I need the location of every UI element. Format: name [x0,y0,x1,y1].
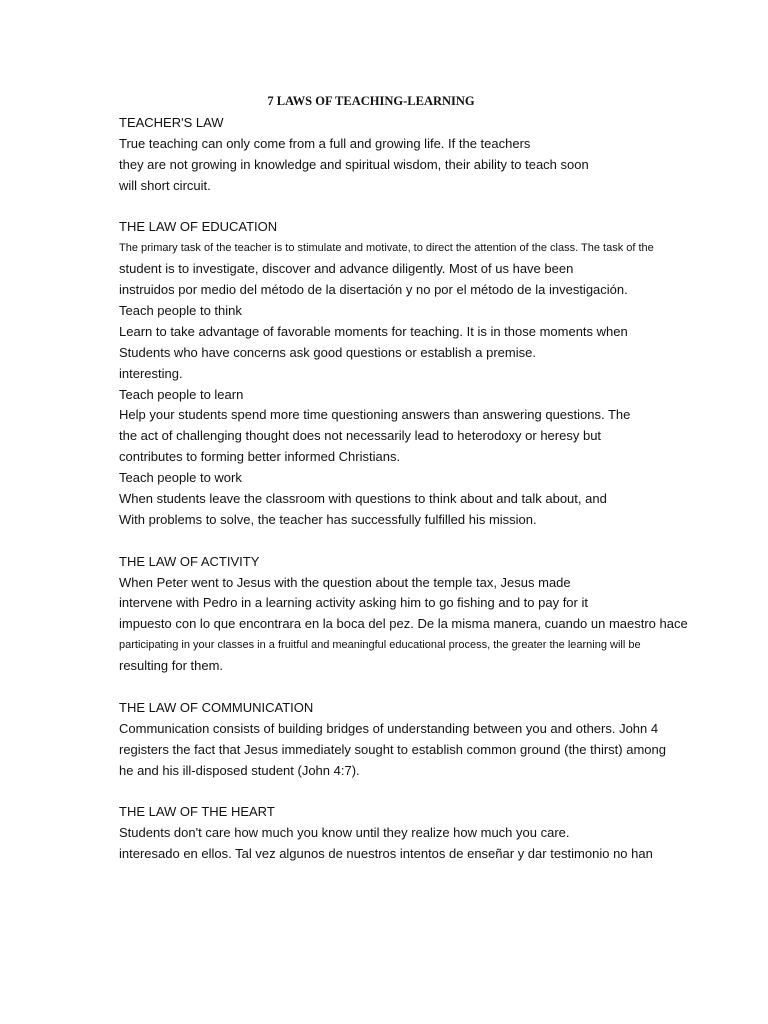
paragraph-line: When students leave the classroom with questions to think about and talk about, and [119,491,607,507]
section [119,217,739,530]
section [119,552,739,677]
paragraph-line: Students who have concerns ask good questions or establish a premise. [119,344,536,360]
paragraph-line: instruidos por medio del método de la disertación y no por el método de la investigación. [119,282,628,298]
paragraph-line: will short circuit. [119,177,211,193]
section [119,698,739,782]
section-gap [119,782,739,803]
paragraph-line: Teach people to learn [119,386,244,402]
paragraph-line: the act of challenging thought does not necessarily lead to heterodoxy or heresy but [119,428,602,444]
section [119,113,739,197]
paragraph-line: Students don't care how much you know until they realize how much you care. [119,825,570,841]
paragraph-line: Help your students spend more time questioning answers than answering questions. The [119,407,631,423]
paragraph-line: contributes to forming better informed Christians. [119,449,401,465]
section-heading: THE LAW OF COMMUNICATION [119,699,314,715]
paragraph-line: When Peter went to Jesus with the question about the temple tax, Jesus made [119,574,571,590]
paragraph-line: they are not growing in knowledge and spiritual wisdom, their ability to teach soon [119,156,589,172]
paragraph-line: Teach people to think [119,303,242,319]
section-gap [119,531,739,552]
paragraph-line: The primary task of the teacher is to stimulate and motivate, to direct the attention of the class. The task of the [119,242,654,255]
section-heading: THE LAW OF THE HEART [119,804,275,820]
paragraph-line: intervene with Pedro in a learning activity asking him to go fishing and to pay for it [119,595,588,611]
paragraph-line: participating in your classes in a fruitful and meaningful educational process, the greater the learning will be [119,639,641,652]
paragraph-line: interesting. [119,365,183,381]
paragraph-line: impuesto con lo que encontrara en la boca del pez. De la misma manera, cuando un maestro hace [119,616,688,632]
paragraph-line: registers the fact that Jesus immediately sought to establish common ground (the thirst) among [119,741,666,757]
section-heading: TEACHER'S LAW [119,115,224,130]
paragraph-line: With problems to solve, the teacher has successfully fulfilled his mission. [119,511,537,527]
document-body [119,113,739,865]
paragraph-line: Communication consists of building bridges of understanding between you and others. John 4 [119,720,659,736]
section-gap [119,197,739,218]
section-heading: THE LAW OF EDUCATION [119,219,278,235]
section-gap [119,677,739,698]
paragraph-line: student is to investigate, discover and advance diligently. Most of us have been [119,261,574,277]
paragraph-line: he and his ill-disposed student (John 4:7). [119,762,360,778]
paragraph-line: interesado en ellos. Tal vez algunos de nuestros intentos de enseñar y dar testimonio no han [119,846,653,862]
paragraph-line: Learn to take advantage of favorable moments for teaching. It is in those moments when [119,323,628,339]
document-title: 7 LAWS OF TEACHING-LEARNING [267,94,475,108]
paragraph-line: True teaching can only come from a full and growing life. If the teachers [119,135,531,151]
paragraph-line: resulting for them. [119,658,224,674]
section-heading: THE LAW OF ACTIVITY [119,553,260,569]
section [119,802,739,865]
paragraph-line: Teach people to work [119,470,242,486]
